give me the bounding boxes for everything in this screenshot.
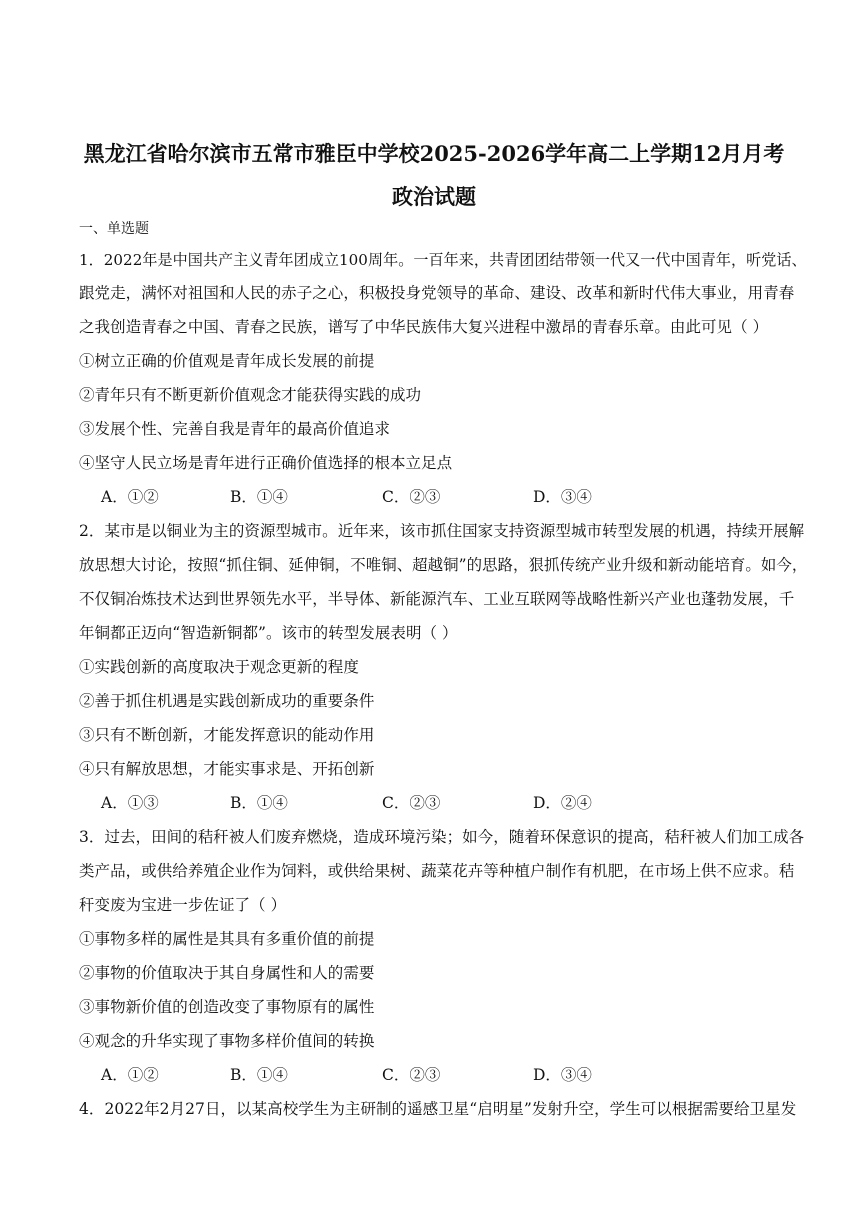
question-item: ④坚守人民立场是青年进行正确价值选择的根本立足点 [79,454,453,472]
doc-title-line1: 黑龙江省哈尔滨市五常市雅臣中学校2025-2026学年高二上学期12月月考 [83,141,785,166]
doc-title-line2: 政治试题 [392,184,476,209]
question-stem-line: 放思想大讨论，按照“抓住铜、延伸铜，不唯铜、超越铜”的思路，狠抓传统产业升级和新动能培育。如今， [79,556,808,574]
question-item: ③事物新价值的创造改变了事物原有的属性 [79,998,375,1016]
question-item: ④观念的升华实现了事物多样价值间的转换 [79,1032,375,1050]
question-stem-line: 之我创造青春之中国、青春之民族，谱写了中华民族伟大复兴进程中激昂的青春乐章。由此可见（ ） [79,318,769,336]
section-heading: 一、单选题 [79,221,149,237]
question-stem-line: 1．2022年是中国共产主义青年团成立100周年。一百年来，共青团团结带领一代又一代中国青年，听党话、 [79,251,807,269]
question-stem-line: 跟党走，满怀对祖国和人民的赤子之心，积极投身党领导的革命、建设、改革和新时代伟大事业，用青春 [79,284,795,302]
option-c: C．②③ [382,488,441,506]
question-item: ③只有不断创新，才能发挥意识的能动作用 [79,726,375,744]
option-b: B．①④ [230,488,288,506]
question-stem-line: 类产品，或供给养殖企业作为饲料，或供给果树、蔬菜花卉等种植户制作有机肥，在市场上供不应求。秸 [79,862,795,880]
question-item: ②事物的价值取决于其自身属性和人的需要 [79,964,375,982]
question-item: ③发展个性、完善自我是青年的最高价值追求 [79,420,391,438]
question-item: ④只有解放思想，才能实事求是、开拓创新 [79,760,375,778]
option-c: C．②③ [382,1066,441,1084]
option-a: A．①② [101,1066,159,1084]
question-stem-line: 不仅铜冶炼技术达到世界领先水平，半导体、新能源汽车、工业互联网等战略性新兴产业也蓬勃发展，千 [79,590,795,608]
option-b: B．①④ [230,794,288,812]
question-item: ②青年只有不断更新价值观念才能获得实践的成功 [79,386,422,404]
question-stem-line: 秆变废为宝进一步佐证了（ ） [79,896,287,914]
question-item: ②善于抓住机遇是实践创新成功的重要条件 [79,692,375,710]
question-stem-line: 年铜都正迈向“智造新铜都”。该市的转型发展表明（ ） [79,624,458,642]
option-a: A．①② [101,488,159,506]
option-c: C．②③ [382,794,441,812]
option-d: D．③④ [533,488,592,506]
question-item: ①事物多样的属性是其具有多重价值的前提 [79,930,375,948]
question-stem-line: 2．某市是以铜业为主的资源型城市。近年来，该市抓住国家支持资源型城市转型发展的机遇，持续开展解 [79,522,805,540]
question-stem-line: 4．2022年2月27日，以某高校学生为主研制的遥感卫星“启明星”发射升空，学生可以根据需要给卫星发 [79,1100,797,1118]
option-d: D．②④ [533,794,592,812]
option-b: B．①④ [230,1066,288,1084]
question-item: ①实践创新的高度取决于观念更新的程度 [79,658,359,676]
option-a: A．①③ [101,794,159,812]
option-d: D．③④ [533,1066,592,1084]
question-stem-line: 3．过去，田间的秸秆被人们废弃燃烧，造成环境污染；如今，随着环保意识的提高，秸秆被人们加工成各 [79,828,805,846]
question-item: ①树立正确的价值观是青年成长发展的前提 [79,352,375,370]
